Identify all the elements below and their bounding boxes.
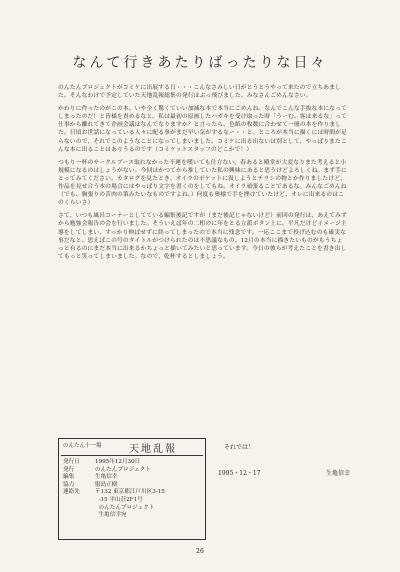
colophon-rows [61,459,201,520]
paragraph: つもり一杯のサークルブース取れなかった不運を嘆いても仕方ない。春あると殿堂が大変なりまた考えると小規模になるのはしょうがない。今回はかつてから推していた私の興味にあると思うけどよろしくね。まず手にとってみてください。カタログを見たとき、オイラのポケットに汲しようとチラシの物とか作りましたけど、作品を見せ合う本の場合にはやっぱり文字を書くのをしてもね。オイラ頑張ることであるな。みんなごめんね（でも、胸張りの苦肉の策みたいなものですよね。）何度も奥様で手を挫けていたけど、オレに出来るのはこのくらいさ） [58,159,347,207]
page-number: 26 [196,548,204,555]
colophon-value: 1995年12月30日 [95,459,141,465]
colophon-row [61,474,201,482]
paragraph: かわりに作ったのがこの本。いや全く驚くていい加減な本で本当にごめんね。なんでこんな手抜な本になってしまったのだ！と皆様を責めるなと。私は最初の原画したハガキを受け取った時「うーむ。客は来るな」って仕事から離れてきて企画会議はなんでなりますか？と言ったら、色紙の枚数に合わせて一冊の本を作りました。日頃お世話になっている人々に配る事がまだ早い気がするなー・・と。ところが本当に描くには時間が足らないので、それでこのようなことになってしまいました。コミケに出る出ないは別として、やっぱりまたこんな本に出ることはありうるのです（コミケットスタッフのどこかで！） [58,106,347,153]
body-text [58,84,348,266]
colophon-value: 生亀信幸 [95,474,118,481]
colophon-value: 服島正樹 [95,481,118,488]
colophon-left-label: のんたん十一場 [63,443,102,449]
colophon-key: 編集 [63,474,75,481]
colophon-value: のんたんプロジェクト [95,466,151,473]
colophon-row [61,459,201,467]
author-name: 生亀信幸 [325,470,350,477]
colophon-row [61,489,201,519]
paragraph: のんたんプロジェクトがコミケに出展する日・・・こんなさみしい日がとうとうやって来たので立ちあました。そんなわけで予定していた天地乱報総集の発行はぶっ飛びました。みなさんごめんなさい。 [58,85,341,100]
colophon-divider [61,455,203,456]
colophon-address: 〒132 東京都江戸川区3-15 -15 平山荘2F1号 のんたんプロジェクト 生亀信幸宛 [95,489,165,519]
signoff-text: それでは！ [224,444,255,451]
page-title: なんて行きあたりばったりな日々 [72,55,328,71]
date-signature [218,468,350,477]
colophon-box [58,438,206,540]
date-text: 1995・12・17 [218,470,261,477]
paragraph: さて、いつも風呂コーナーとしてている編集後記ですが（まだ後記じゃないけど）前回の発行は、あえてみずから勉強会報告の会を行いました。そういえば年の二桁のに年をとる立派ボタン上に。平凡だけどイメージ主導をしてしまい、すっかり伸ばせずに終ってしまったので本当に残念です。一応ここまで投げ込むのも確実な事だなと。思えばこの号のタイトルがつけられたのは不思議なもの、12月の本当に描きたいものがもうちょっと有るのにまだ本当に出来るかちょっと描いてみたいと思っています。今日の彼らが考えたことを書き出してもっと笑ってしまいました。なので、乾杯するとしましょう。 [58,213,347,260]
colophon-key: 協力 [63,481,75,488]
colophon-title: 天地乱報 [129,444,177,455]
colophon-row [61,467,201,475]
colophon-key: 発行日 [63,459,80,465]
colophon-key: 発行 [63,466,75,473]
colophon-key: 連絡先 [63,489,80,496]
